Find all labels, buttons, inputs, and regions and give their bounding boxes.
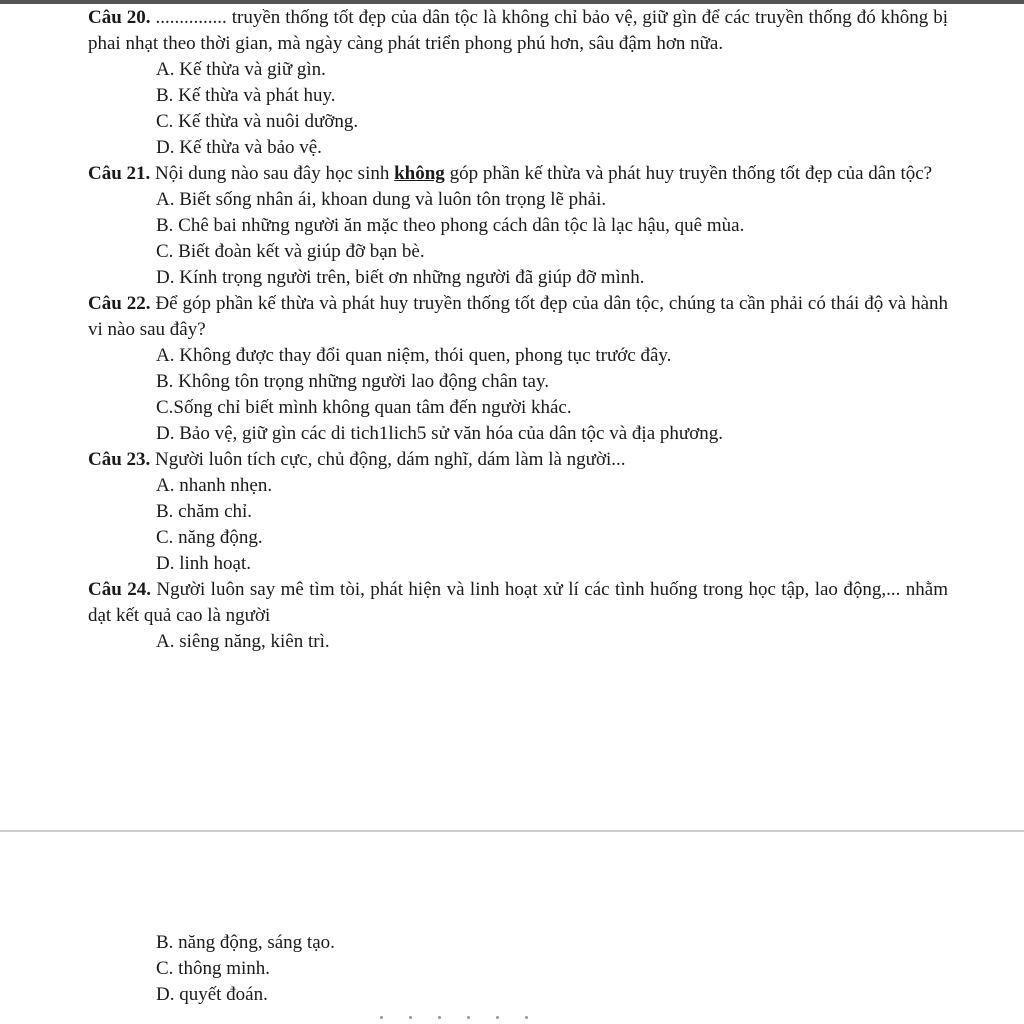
option-a: A. nhanh nhẹn. xyxy=(156,475,273,496)
question-label: Câu 24. xyxy=(88,579,151,600)
question-label: Câu 22. xyxy=(88,293,151,314)
option-b: B. Không tôn trọng những người lao động chân tay. xyxy=(156,371,550,392)
option-a: A. Biết sống nhân ái, khoan dung và luôn tôn trọng lẽ phải. xyxy=(156,189,607,210)
option-c: C. Kế thừa và nuôi dưỡng. xyxy=(156,111,359,132)
question-text: Nội dung nào sau đây học sinh xyxy=(150,163,395,184)
question-22 xyxy=(88,291,948,343)
option-a: A. siêng năng, kiên trì. xyxy=(156,631,330,652)
question-text: Người luôn say mê tìm tòi, phát hiện và linh hoạt xử lí các tình huống trong học tập, lao động,... nhằm dạt kết quả cao là người xyxy=(88,579,948,626)
option-c: C. thông minh. xyxy=(156,958,271,979)
option-d: D. Kính trọng người trên, biết ơn những người đã giúp đỡ mình. xyxy=(156,267,645,288)
option-d: D. Bảo vệ, giữ gìn các di tich1lich5 sử văn hóa của dân tộc và địa phương. xyxy=(156,423,723,444)
question-text: ............... truyền thống tốt đẹp của dân tộc là không chỉ bảo vệ, giữ gìn để các truyền thống đó không bị phai nhạt theo thời gian, mà ngày càng phát triển phong phú hơn, sâu đậm hơn nữa. xyxy=(88,7,948,54)
question-23 xyxy=(88,447,948,473)
option-b: B. Kế thừa và phát huy. xyxy=(156,85,336,106)
option-c: C.Sống chỉ biết mình không quan tâm đến người khác. xyxy=(156,397,572,418)
question-text: Để góp phần kế thừa và phát huy truyền thống tốt đẹp của dân tộc, chúng ta cần phải có thái độ và hành vi nào sau đây? xyxy=(88,293,948,340)
page-divider xyxy=(0,830,1024,832)
top-edge-bar xyxy=(0,0,1024,4)
question-24 xyxy=(88,577,948,629)
question-label: Câu 20. xyxy=(88,7,151,28)
question-21 xyxy=(88,161,948,187)
question-text: góp phần kế thừa và phát huy truyền thống tốt đẹp của dân tộc? xyxy=(444,163,933,184)
question-text: Người luôn tích cực, chủ động, dám nghĩ, dám làm là người... xyxy=(150,449,626,470)
document-page-1 xyxy=(88,5,948,655)
cut-off-text-remnant xyxy=(380,1006,620,1010)
option-d: D. quyết đoán. xyxy=(156,984,268,1005)
option-a: A. Kế thừa và giữ gìn. xyxy=(156,59,326,80)
option-c: C. năng động. xyxy=(156,527,263,548)
question-label: Câu 23. xyxy=(88,449,151,470)
option-c: C. Biết đoàn kết và giúp đỡ bạn bè. xyxy=(156,241,425,262)
option-b: B. năng động, sáng tạo. xyxy=(156,932,335,953)
document-page-2 xyxy=(156,930,335,1008)
option-d: D. Kế thừa và bảo vệ. xyxy=(156,137,322,158)
question-emphasis: không xyxy=(394,163,445,184)
option-a: A. Không được thay đổi quan niệm, thói quen, phong tục trước đây. xyxy=(156,345,672,366)
question-20 xyxy=(88,5,948,57)
option-d: D. linh hoạt. xyxy=(156,553,251,574)
question-label: Câu 21. xyxy=(88,163,151,184)
option-b: B. Chê bai những người ăn mặc theo phong cách dân tộc là lạc hậu, quê mùa. xyxy=(156,215,745,236)
option-b: B. chăm chỉ. xyxy=(156,501,253,522)
